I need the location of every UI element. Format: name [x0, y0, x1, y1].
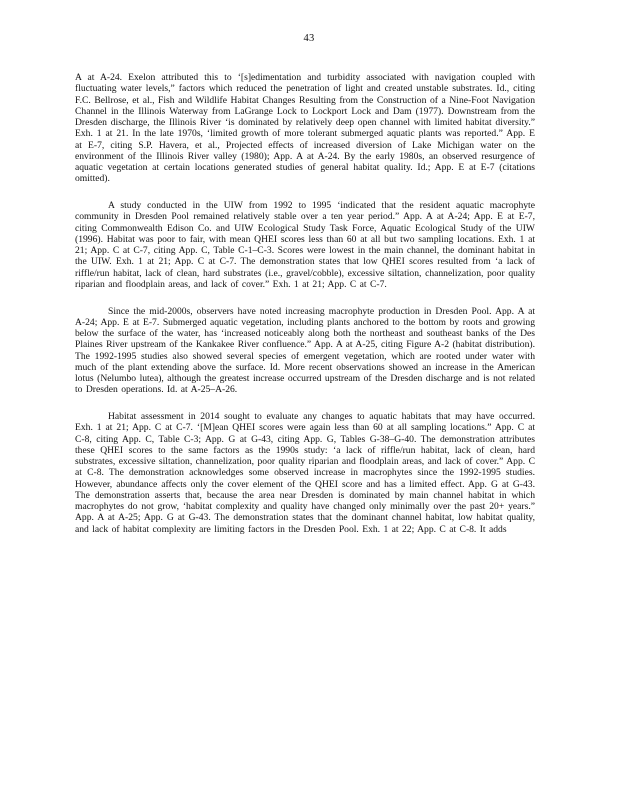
paragraph: Habitat assessment in 2014 sought to evaluate any changes to aquatic habitats that may have occurred. Exh. 1 at 21; App. C at C-7. ‘[M]ean QHEI scores were again less than 60 at all sampling locations.” App. C at C-8, citing App. C, Table C-3; App. G at G-43, citing App. G, Tables G-38–G-40. The demonstration attributes these QHEI scores to the same factors as the 1990s study: ‘a lack of riffle/run habitat, lack of clean, hard substrates, excessive siltation, channelization, poor quality riparian and floodplain areas, and lack of cover.” App. C at C-8. The demonstration acknowledges some observed increase in macrophytes since the 1992-1995 studies. However, abundance affects only the cover element of the QHEI score and has a limited effect. App. G at G-43. The demonstration asserts that, because the area near Dresden is dominated by main channel habitat in which macrophytes do not grow, ‘habitat complexity and quality have changed only minimally over the past 20+ years.” App. A at A-25; App. G at G-43. The demonstration states that the dominant channel habitat, low habitat quality, and lack of habitat complexity are limiting factors in the Dresden Pool. Exh. 1 at 22; App. C at C-8. It adds — [75, 411, 535, 535]
body-text — [75, 72, 535, 550]
paragraph: A study conducted in the UIW from 1992 to 1995 ‘indicated that the resident aquatic macrophyte community in Dresden Pool remained relatively stable over a ten year period.” App. A at A-24; App. E at E-7, citing Commonwealth Edison Co. and UIW Ecological Study Task Force, Aquatic Ecological Study of the UIW (1996). Habitat was poor to fair, with mean QHEI scores less than 60 at all but two sampling locations. Exh. 1 at 21; App. C at C-7, citing App. C, Table C-1–C-3. Scores were lowest in the main channel, the dominant habitat in the UIW. Exh. 1 at 21; App. C at C-7. The demonstration states that low QHEI scores resulted from ‘a lack of riffle/run habitat, lack of clean, hard substrates (i.e., gravel/cobble), excessive siltation, channelization, poor quality riparian and floodplain areas, and lack of cover.” Exh. 1 at 21; App. C at C-7. — [75, 200, 535, 290]
paragraph: A at A-24. Exelon attributed this to ‘[s]edimentation and turbidity associated with navigation coupled with fluctuating water levels,” factors which reduced the penetration of light and created unstable substrates. Id., citing F.C. Bellrose, et al., Fish and Wildlife Habitat Changes Resulting from the Construction of a Nine-Foot Navigation Channel in the Illinois Waterway from LaGrange Lock to Lockport Lock and Dam (1977). Downstream from the Dresden discharge, the Illinois River ‘is dominated by relatively deep open channel with limited habitat diversity.” Exh. 1 at 21. In the late 1970s, ‘limited growth of more tolerant submerged aquatic plants was reported.” App. E at E-7, citing S.P. Havera, et al., Projected effects of increased diversion of Lake Michigan water on the environment of the Illinois River valley (1980); App. A at A-24. By the early 1980s, an observed resurgence of aquatic vegetation at certain locations generated studies of general habitat quality. Id.; App. E at E-7 (citations omitted). — [75, 72, 535, 185]
page-number: 43 — [303, 33, 315, 44]
paragraph: Since the mid-2000s, observers have noted increasing macrophyte production in Dresden Pool. App. A at A-24; App. E at E-7. Submerged aquatic vegetation, including plants anchored to the bottom by roots and growing below the surface of the water, has ‘increased noticeably along both the northeast and southeast banks of the Des Plaines River upstream of the Kankakee River confluence.” App. A at A-25, citing Figure A-2 (habitat distribution). The 1992-1995 studies also showed several species of emergent vegetation, which are rooted under water with much of the plant extending above the surface. Id. More recent observations showed an increase in the American lotus (Nelumbo lutea), although the greatest increase occurred upstream of the Dresden discharge and is not related to Dresden operations. Id. at A-25–A-26. — [75, 305, 535, 396]
